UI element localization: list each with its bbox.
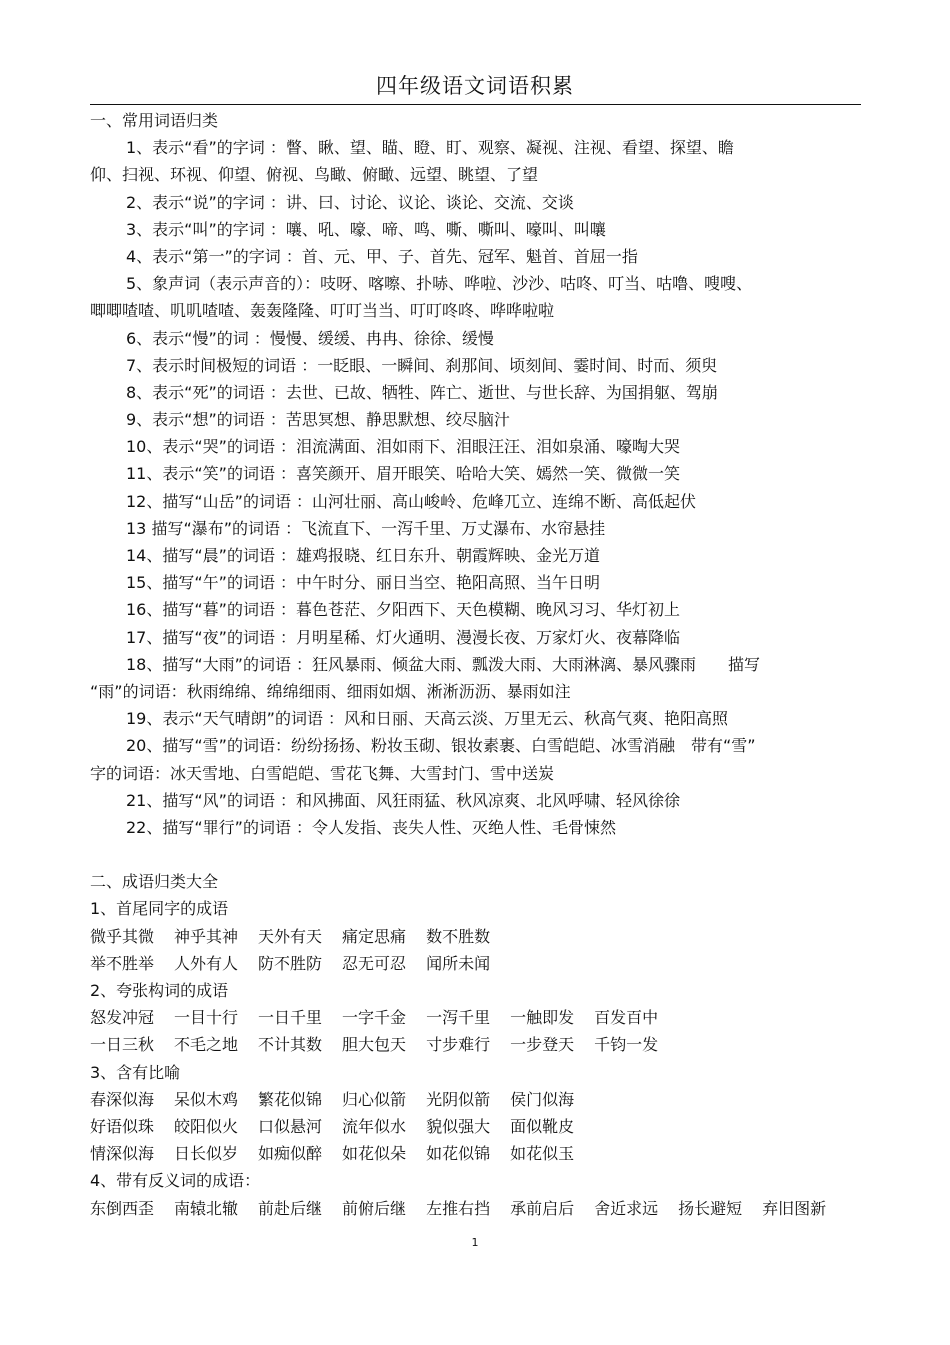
idiom: 不计其数 — [258, 1035, 323, 1055]
idiom: 闻所未闻 — [426, 953, 491, 973]
word-list-line: 9、表示“想”的词语 ：苦思冥想、静思默想、绞尽脑汁 — [126, 410, 510, 430]
word-list-line: 13 描写“瀑布”的词语 ：飞流直下、一泻千里、万丈瀑布、水帘悬挂 — [126, 518, 606, 538]
idiom: 胆大包天 — [342, 1035, 407, 1055]
section-heading-common-words: 一、常用词语归类 — [90, 111, 219, 130]
section-spacer — [90, 841, 862, 868]
idiom-row — [90, 1031, 862, 1058]
idiom: 忍无可忍 — [342, 953, 407, 973]
word-list-line: 字的词语：冰天雪地、白雪皑皑、雪花飞舞、大雪封门、雪中送炭 — [90, 763, 555, 783]
word-list-line: 3、表示“叫”的字词 ：嚷、吼、嚎、啼、鸣、嘶、嘶叫、嚎叫、叫嚷 — [126, 219, 606, 239]
idiom: 千钧一发 — [594, 1035, 659, 1055]
group-heading: 1、首尾同字的成语 — [90, 899, 229, 919]
idiom: 百发百中 — [594, 1008, 659, 1028]
page-content — [90, 107, 862, 1222]
idiom: 一字千金 — [342, 1008, 407, 1028]
idiom: 呆似木鸡 — [174, 1089, 239, 1109]
idiom: 左推右挡 — [426, 1198, 491, 1218]
idiom-row — [90, 923, 862, 950]
title-underline — [90, 104, 861, 105]
idiom: 南辕北辙 — [174, 1198, 239, 1218]
word-list-line: 1、表示“看”的字词 ：瞥、瞅、望、瞄、瞪、盯、观察、凝视、注视、看望、探望、瞻 — [126, 138, 734, 158]
group-heading: 3、含有比喻 — [90, 1062, 181, 1082]
word-list-line: 21、描写“风”的词语 ：和风拂面、风狂雨猛、秋风凉爽、北风呼啸、轻风徐徐 — [126, 790, 681, 810]
idiom: 光阴似箭 — [426, 1089, 491, 1109]
word-list-line: 5、象声词（表示声音的）：吱呀、喀嚓、扑哧、哗啦、沙沙、咕咚、叮当、咕噜、嗖嗖、 — [126, 274, 753, 294]
idiom: 东倒西歪 — [90, 1198, 155, 1218]
word-list-line: “雨”的词语：秋雨绵绵、绵绵细雨、细雨如烟、淅淅沥沥、暴雨如注 — [90, 681, 571, 701]
idiom: 一触即发 — [510, 1008, 575, 1028]
word-list-line: 12、描写“山岳”的词语 ：山河壮丽、高山峻岭、危峰兀立、连绵不断、高低起伏 — [126, 491, 697, 511]
group-heading: 4、带有反义词的成语： — [90, 1171, 261, 1191]
word-list-line: 19、表示“天气晴朗”的词语 ：风和日丽、天高云淡、万里无云、秋高气爽、艳阳高照 — [126, 709, 729, 729]
word-list-line: 10、表示“哭”的词语 ：泪流满面、泪如雨下、泪眼汪汪、泪如泉涌、嚎啕大哭 — [126, 437, 681, 457]
word-list-line: 11、表示“笑”的词语 ：喜笑颜开、眉开眼笑、哈哈大笑、嫣然一笑、微微一笑 — [126, 464, 681, 484]
idiom: 貌似强大 — [426, 1116, 491, 1136]
idiom: 归心似箭 — [342, 1089, 407, 1109]
idiom: 承前启后 — [510, 1198, 575, 1218]
idiom: 一目十行 — [174, 1008, 239, 1028]
section-heading-idioms: 二、成语归类大全 — [90, 872, 219, 892]
word-list-line: 20、描写“雪”的词语：纷纷扬扬、粉妆玉砌、银妆素裹、白雪皑皑、冰雪消融 带有“雪” — [126, 736, 756, 756]
idiom: 一日三秋 — [90, 1035, 155, 1055]
idiom: 流年似水 — [342, 1116, 407, 1136]
word-list-line: 7、表示时间极短的词语 ：一眨眼、一瞬间、刹那间、顷刻间、霎时间、时而、须臾 — [126, 355, 718, 375]
idiom: 情深似海 — [90, 1144, 155, 1164]
idiom-row — [90, 1086, 862, 1113]
idiom-row — [90, 1004, 862, 1031]
word-list-line: 14、描写“晨”的词语 ：雄鸡报晓、红日东升、朝霞辉映、金光万道 — [126, 546, 601, 565]
idiom: 不毛之地 — [174, 1035, 239, 1055]
idiom: 好语似珠 — [90, 1116, 155, 1136]
idiom: 人外有人 — [174, 953, 239, 973]
idiom: 皎阳似火 — [174, 1116, 239, 1136]
idiom: 扬长避短 — [678, 1198, 743, 1218]
idiom-row — [90, 1113, 862, 1140]
idiom: 日长似岁 — [174, 1144, 239, 1164]
idiom: 怒发冲冠 — [90, 1008, 155, 1028]
idiom-row — [90, 950, 862, 977]
idiom: 神乎其神 — [174, 926, 239, 946]
idiom-row — [90, 1195, 862, 1222]
idiom: 防不胜防 — [258, 953, 323, 973]
word-list-line: 15、描写“午”的词语 ：中午时分、丽日当空、艳阳高照、当午日明 — [126, 573, 601, 593]
idiom: 前赴后继 — [258, 1198, 323, 1218]
idiom: 如痴似醉 — [258, 1144, 323, 1164]
idiom: 面似靴皮 — [510, 1116, 575, 1136]
idiom: 春深似海 — [90, 1089, 155, 1109]
idiom: 举不胜举 — [90, 953, 155, 973]
word-list-line: 22、描写“罪行”的词语 ：令人发指、丧失人性、灭绝人性、毛骨悚然 — [126, 817, 617, 837]
word-list-line: 2、表示“说”的字词 ：讲、曰、讨论、议论、谈论、交流、交谈 — [126, 192, 574, 212]
page-title: 四年级语文词语积累 — [376, 74, 574, 98]
page-number: 1 — [471, 1236, 479, 1249]
idiom: 一步登天 — [510, 1035, 575, 1055]
idiom: 如花似朵 — [342, 1144, 407, 1164]
idiom: 寸步难行 — [426, 1035, 491, 1055]
idiom: 繁花似锦 — [258, 1089, 323, 1109]
idiom: 痛定思痛 — [342, 926, 407, 946]
group-heading: 2、夸张构词的成语 — [90, 981, 229, 1000]
word-list-line: 17、描写“夜”的词语 ：月明星稀、灯火通明、漫漫长夜、万家灯火、夜幕降临 — [126, 627, 681, 647]
word-list-line: 8、表示“死”的词语 ：去世、已故、牺牲、阵亡、逝世、与世长辞、为国捐躯、驾崩 — [126, 382, 718, 402]
word-list-line: 18、描写“大雨”的词语 ：狂风暴雨、倾盆大雨、瓢泼大雨、大雨淋漓、暴风骤雨 描写 — [126, 654, 761, 674]
word-list-line: 6、表示“慢”的词 ：慢慢、缓缓、冉冉、徐徐、缓慢 — [126, 328, 494, 348]
idiom: 口似悬河 — [258, 1116, 323, 1136]
idiom: 一日千里 — [258, 1008, 323, 1028]
idiom: 前俯后继 — [342, 1198, 407, 1218]
idiom: 舍近求远 — [594, 1198, 659, 1218]
word-list-line: 4、表示“第一”的字词 ：首、元、甲、子、首先、冠军、魁首、首屈一指 — [126, 246, 638, 266]
idiom: 如花似玉 — [510, 1144, 575, 1164]
idiom: 微乎其微 — [90, 926, 155, 946]
idiom: 天外有天 — [258, 926, 323, 946]
idiom: 侯门似海 — [510, 1089, 575, 1109]
word-list-line: 仰、扫视、环视、仰望、俯视、鸟瞰、俯瞰、远望、眺望、了望 — [90, 165, 539, 185]
word-list-line: 唧唧喳喳、叽叽喳喳、轰轰隆隆、叮叮当当、叮叮咚咚、哗哗啦啦 — [90, 301, 555, 321]
idiom: 如花似锦 — [426, 1144, 491, 1164]
idiom-row — [90, 1140, 862, 1167]
word-list-line: 16、描写“暮”的词语 ：暮色苍茫、夕阳西下、天色模糊、晚风习习、华灯初上 — [126, 600, 681, 620]
idiom: 弃旧图新 — [762, 1198, 827, 1218]
idiom: 数不胜数 — [426, 926, 491, 946]
idiom: 一泻千里 — [426, 1008, 491, 1028]
